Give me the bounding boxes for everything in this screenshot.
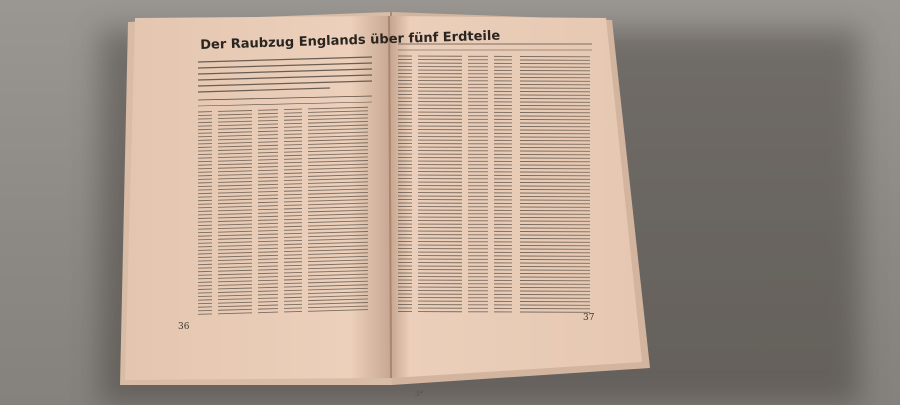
left-page-number: 36 [178,322,190,332]
text-line [258,266,278,267]
text-line [284,248,302,249]
text-line [258,238,278,239]
text-line [284,265,302,266]
text-line [284,148,302,149]
text-line [258,220,278,221]
text-line [284,308,302,309]
text-line [258,262,278,263]
text-line [258,174,278,175]
text-line [284,169,302,170]
text-line [258,298,278,299]
text-line [258,142,278,143]
text-line [284,162,302,163]
text-line [284,201,302,202]
text-line [258,230,278,231]
text-line [284,230,302,231]
text-line [258,273,278,274]
text-line [258,241,278,242]
text-line [284,191,302,192]
text-line [284,173,302,174]
text-line [284,187,302,188]
text-line [258,245,278,246]
text-line [284,294,302,295]
text-line [258,145,278,146]
text-line [258,177,278,178]
text-line [258,131,278,132]
text-line [258,287,278,288]
text-line [284,233,302,234]
text-line [284,223,302,224]
text-line [284,141,302,142]
text-line [284,311,302,312]
text-line [284,208,302,209]
right-page-number: 37 [583,313,595,323]
text-line [284,198,302,199]
left-page [125,16,390,380]
text-line [258,138,278,139]
text-line [258,199,278,200]
text-line [284,269,302,270]
text-line [258,248,278,249]
text-line [284,290,302,291]
text-line [258,216,278,217]
text-line [284,240,302,241]
text-line [258,135,278,136]
text-line [258,202,278,203]
text-line [284,272,302,273]
text-line [258,209,278,210]
text-line [284,216,302,217]
text-line [258,301,278,302]
text-line [284,283,302,284]
text-line [284,251,302,252]
text-line [258,191,278,192]
text-line [258,188,278,189]
text-line [284,194,302,195]
text-line [258,259,278,260]
text-line [284,166,302,167]
text-line [284,301,302,302]
text-line [258,234,278,235]
text-line [258,255,278,256]
text-line [258,152,278,153]
text-line [284,159,302,160]
text-line [284,113,302,114]
text-line [284,212,302,213]
text-line [258,156,278,157]
text-line [284,244,302,245]
text-line [284,137,302,138]
text-line [258,312,278,313]
text-line [284,237,302,238]
text-line [258,163,278,164]
text-line [284,279,302,280]
text-line [258,124,278,125]
text-line [284,152,302,153]
text-line [258,277,278,278]
text-line [258,206,278,207]
text-line [284,258,302,259]
text-line [284,205,302,206]
text-line [258,149,278,150]
text-line [258,181,278,182]
gutter-number: 3* [415,390,423,398]
text-line [284,145,302,146]
text-line [258,270,278,271]
text-line [284,262,302,263]
page-title: Der Raubzug Englands über fünf Erdteile [200,28,501,53]
text-line [284,120,302,121]
text-line [258,223,278,224]
text-line [258,110,278,111]
text-line [284,155,302,156]
text-line [284,177,302,178]
text-line [258,227,278,228]
text-line [284,276,302,277]
text-line [258,184,278,185]
text-line [258,167,278,168]
text-line [284,127,302,128]
text-line [258,294,278,295]
text-line [258,195,278,196]
text-line [284,109,302,110]
text-line [258,128,278,129]
text-line [284,123,302,124]
text-line [258,284,278,285]
text-line [284,304,302,305]
text-line [258,252,278,253]
text-line [258,113,278,114]
text-line [258,120,278,121]
text-line [284,255,302,256]
text-line [284,297,302,298]
text-line [284,180,302,181]
text-line [284,287,302,288]
text-line [258,117,278,118]
text-line [258,159,278,160]
text-line [284,219,302,220]
text-line [258,213,278,214]
text-line [284,130,302,131]
text-line [258,305,278,306]
text-line [258,280,278,281]
text-line [284,116,302,117]
text-line [258,309,278,310]
text-line [284,226,302,227]
text-line [258,291,278,292]
text-line [258,170,278,171]
text-line [284,184,302,185]
text-line [284,134,302,135]
